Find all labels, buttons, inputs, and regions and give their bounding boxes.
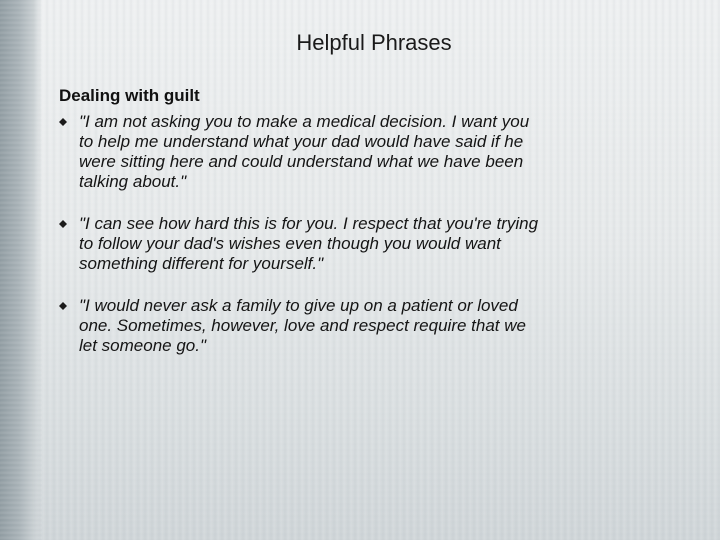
bullet-list xyxy=(59,112,639,378)
diamond-bullet-icon xyxy=(59,118,67,126)
slide-title: Helpful Phrases xyxy=(296,30,452,55)
diamond-bullet-icon xyxy=(59,302,67,310)
bullet-item xyxy=(59,296,639,356)
bullet-text: "I can see how hard this is for you. I respect that you're trying to follow your dad's wishes even though you would want something different for yourself." xyxy=(79,214,539,273)
bullet-item xyxy=(59,112,639,192)
bullet-text: "I would never ask a family to give up on a patient or loved one. Sometimes, however, love and respect require that we let someone go." xyxy=(79,296,526,355)
bullet-item xyxy=(59,214,639,274)
diamond-bullet-icon xyxy=(59,220,67,228)
bullet-text: "I am not asking you to make a medical decision. I want you to help me understand what your dad would have said if he were sitting here and could understand what we have been talking about." xyxy=(79,112,530,191)
section-heading: Dealing with guilt xyxy=(59,86,200,105)
left-decorative-band xyxy=(0,0,42,540)
